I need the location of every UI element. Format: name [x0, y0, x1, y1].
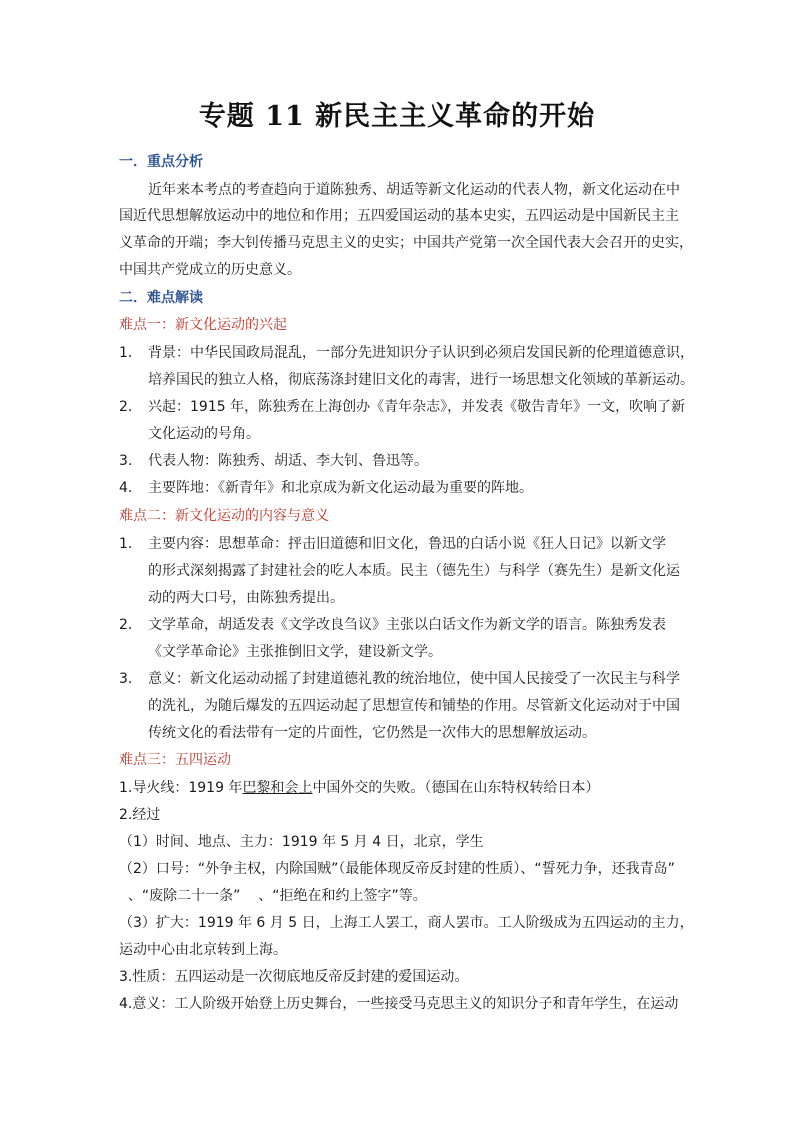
item-number: 1. — [119, 536, 133, 552]
item-text: 背景：中华民国政局混乱，一部分先进知识分子认识到必须启发国民新的伦理道德意识， — [148, 345, 694, 361]
list-item-continuation: 文化运动的号角。 — [148, 426, 260, 442]
list-item — [119, 478, 533, 498]
item-text: 主要阵地：《新青年》和北京成为新文化运动最为重要的阵地。 — [148, 480, 533, 496]
item-text: 主要内容：思想革命：抨击旧道德和旧文化，鲁迅的白话小说《狂人日记》以新文学 — [148, 536, 666, 552]
text-line: （1）时间、地点、主力：1919 年 5 月 4 日，北京，学生 — [119, 834, 484, 850]
item-number: 3. — [119, 453, 133, 469]
section-heading-difficulties: 二．难点解读 — [119, 290, 203, 306]
item-text: 文学革命，胡适发表《文学改良刍议》主张以白话文作为新文学的语言。陈独秀发表 — [148, 617, 666, 633]
item-number: 2. — [119, 617, 133, 633]
subheading-difficulty-1: 难点一：新文化运动的兴起 — [119, 317, 287, 333]
list-item — [119, 397, 685, 417]
list-item-continuation: 培养国民的独立人格，彻底荡涤封建旧文化的毒害，进行一场思想文化领域的革新运动。 — [148, 372, 694, 388]
text-segment: 1.导火线：1919 年 — [119, 780, 243, 796]
list-item-continuation: 动的两大口号，由陈独秀提出。 — [148, 590, 344, 606]
paragraph-line: 中国共产党成立的历史意义。 — [119, 262, 301, 278]
text-line: 2.经过 — [119, 807, 161, 823]
list-item — [119, 343, 694, 363]
text-line: 运动中心由北京转到上海。 — [119, 942, 287, 958]
list-item-continuation: 传统文化的看法带有一定的片面性，它仍然是一次伟大的思想解放运动。 — [148, 725, 596, 741]
item-number: 4. — [119, 480, 133, 496]
list-item-continuation: 的洗礼，为随后爆发的五四运动起了思想宣传和铺垫的作用。尽管新文化运动对于中国 — [148, 698, 680, 714]
item-number: 1. — [119, 345, 133, 361]
subheading-difficulty-2: 难点二：新文化运动的内容与意义 — [119, 508, 329, 524]
text-line-trigger — [119, 778, 599, 798]
list-item — [119, 451, 428, 471]
subheading-difficulty-3: 难点三：五四运动 — [119, 752, 231, 768]
text-line: 、“废除二十一条” 、“拒绝在和约上签字”等。 — [119, 888, 427, 904]
list-item — [119, 669, 680, 689]
underlined-term: 巴黎和会上 — [242, 780, 313, 796]
item-number: 2. — [119, 399, 133, 415]
paragraph-line: 近年来本考点的考查趋向于道陈独秀、胡适等新文化运动的代表人物，新文化运动在中 — [148, 182, 680, 198]
list-item — [119, 615, 666, 635]
text-line: （2）口号：“外争主权，内除国贼”（最能体现反帝反封建的性质）、“誓死力争，还我青岛” — [119, 861, 675, 877]
text-line: 4.意义：工人阶级开始登上历史舞台，一些接受马克思主义的知识分子和青年学生，在运动 — [119, 996, 679, 1012]
item-text: 代表人物：陈独秀、胡适、李大钊、鲁迅等。 — [148, 453, 428, 469]
item-text: 意义：新文化运动动摇了封建道德礼教的统治地位，使中国人民接受了一次民主与科学 — [148, 671, 680, 687]
text-segment: 中国外交的失败。（德国在山东特权转给日本） — [312, 780, 600, 796]
page-title: 专题 11 新民主主义革命的开始 — [198, 101, 596, 132]
text-line: （3）扩大：1919 年 6 月 5 日，上海工人罢工，商人罢市。工人阶级成为五四运动的主力， — [119, 915, 694, 931]
item-number: 3. — [119, 671, 133, 687]
list-item-continuation: 《文学革命论》主张推倒旧文学，建设新文学。 — [148, 644, 442, 660]
text-line: 3.性质：五四运动是一次彻底地反帝反封建的爱国运动。 — [119, 969, 469, 985]
list-item — [119, 534, 666, 554]
list-item-continuation: 的形式深刻揭露了封建社会的吃人本质。民主（德先生）与科学（赛先生）是新文化运 — [148, 563, 680, 579]
section-heading-key-analysis: 一．重点分析 — [119, 154, 203, 170]
paragraph-line: 国近代思想解放运动中的地位和作用；五四爱国运动的基本史实，五四运动是中国新民主主 — [119, 208, 679, 224]
item-text: 兴起：1915 年，陈独秀在上海创办《青年杂志》，并发表《敬告青年》一文，吹响了新 — [148, 399, 686, 415]
paragraph-line: 义革命的开端；李大钊传播马克思主义的史实；中国共产党第一次全国代表大会召开的史实， — [119, 235, 693, 251]
